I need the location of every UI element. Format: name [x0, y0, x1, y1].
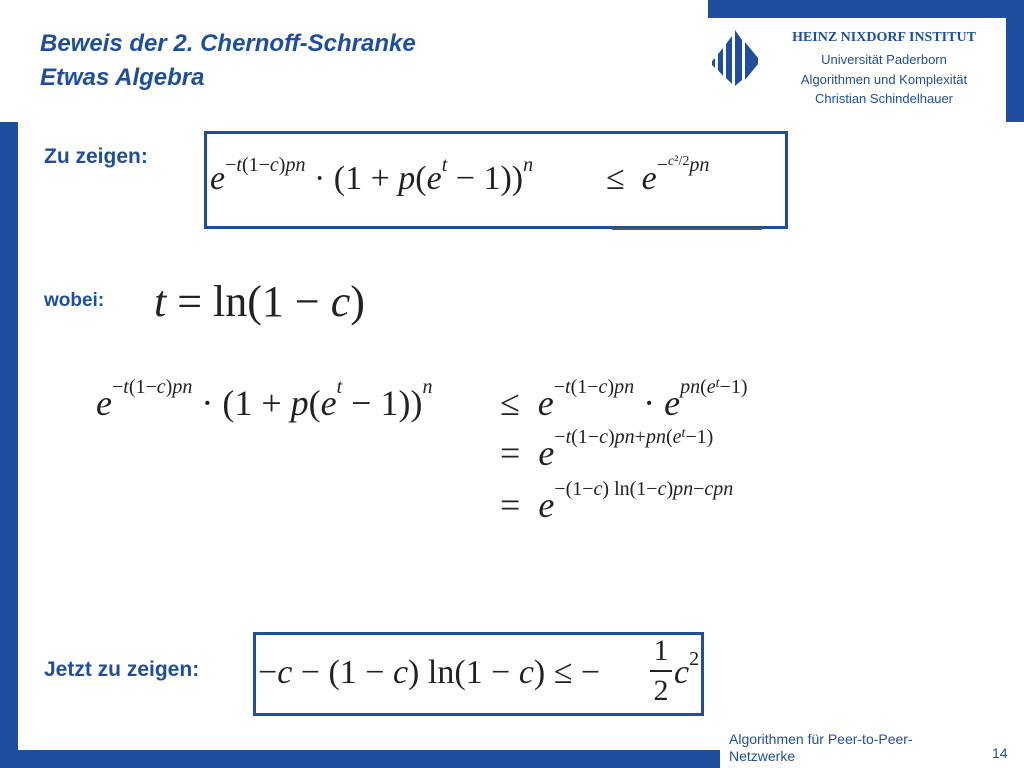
- slide-subtitle: Etwas Algebra: [40, 64, 205, 91]
- t-definition: t = ln(1 − c): [154, 277, 365, 326]
- hni-logo-icon: [712, 30, 758, 86]
- target-formula-rhs: ≤ $e^{-^{c^2/2}pn}$: [606, 154, 710, 197]
- department-name: Algorithmen und Komplexität: [800, 72, 968, 87]
- frame-top-bar: [708, 0, 1024, 18]
- derivation-step-1: ≤ $e^{-t(1-c)pn} \cdot e^{pn(e^t-1)}$: [500, 376, 748, 423]
- footer-course-title: Algorithmen für Peer-to-Peer-Netzwerke: [729, 731, 913, 764]
- frame-right-bar: [1006, 0, 1024, 122]
- institute-name: HEINZ NIXDORF INSTITUT: [792, 30, 976, 45]
- derivation-step-2: = $e^{-t(1-c)pn+pn(e^t-1)}$: [500, 426, 714, 473]
- frame-bottom-bar: [0, 750, 720, 768]
- derivation-lhs: $e^{-t(1-c)pn} \cdot (1 + p(e^t - 1))^n$: [96, 376, 433, 423]
- university-name: Universität Paderborn: [821, 52, 947, 67]
- label-now-show: Jetzt zu zeigen:: [44, 658, 200, 681]
- target-formula-lhs: $e^{-t(1-c)pn} \cdot (1 + p(e^t - 1))^n$: [210, 154, 534, 197]
- target-rhs-underline: [612, 228, 762, 230]
- derivation-step-3: = $e^{-(1-c) ln(1-c)pn-cpn}$: [500, 478, 734, 525]
- label-to-show: Zu zeigen:: [44, 145, 148, 168]
- label-where: wobei:: [44, 290, 105, 311]
- slide-title: Beweis der 2. Chernoff-Schranke: [40, 30, 416, 57]
- author-name: Christian Schindelhauer: [814, 91, 954, 106]
- final-formula-fraction: 1 2: [650, 634, 672, 708]
- frame-left-bar: [0, 122, 18, 768]
- final-formula-c-squared: $c^2$: [674, 648, 700, 691]
- final-formula: −c − (1 − c) ln(1 − c) ≤ −: [258, 654, 601, 691]
- page-number: 14: [992, 745, 1008, 761]
